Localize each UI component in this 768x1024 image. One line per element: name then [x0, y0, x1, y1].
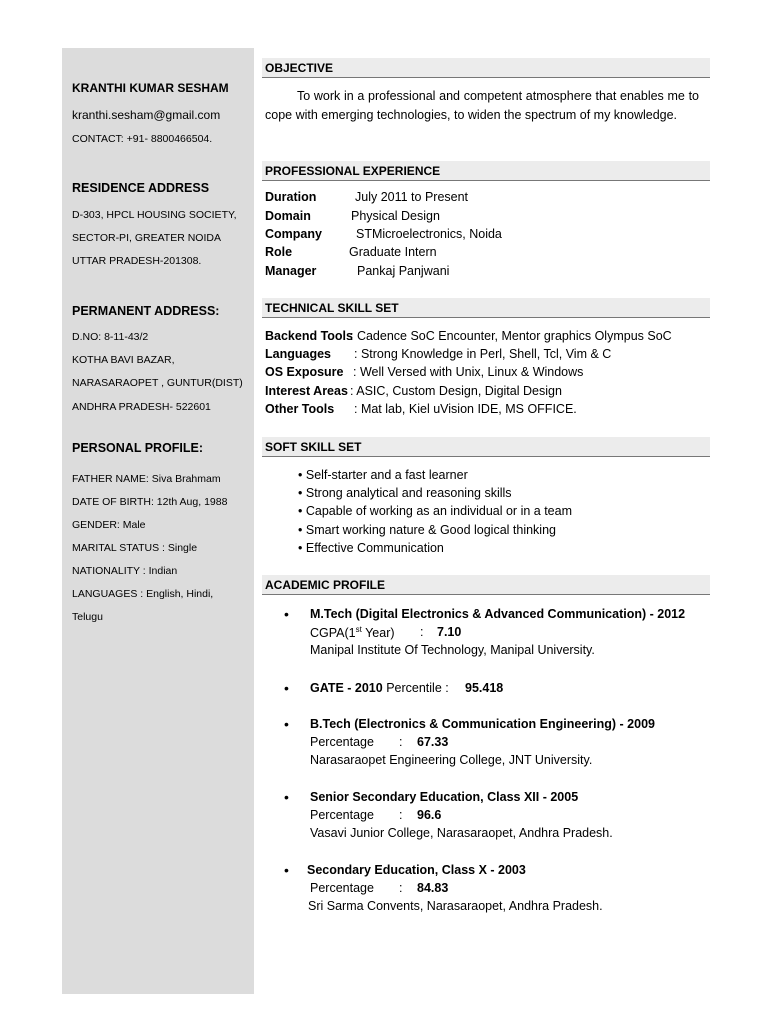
- experience-row: [265, 209, 440, 223]
- academic-heading: ACADEMIC PROFILE: [262, 575, 710, 595]
- technical-row: [265, 329, 672, 343]
- permanent-line: ANDHRA PRADESH- 522601: [72, 401, 211, 413]
- btech-percentage: Percentage : 67.33: [310, 735, 449, 749]
- technical-key: OS Exposure: [265, 365, 344, 379]
- technical-value: : Cadence SoC Encounter, Mentor graphics Olympus SoC: [350, 329, 672, 343]
- bullet-icon: •: [298, 468, 306, 482]
- bullet-icon: •: [284, 789, 289, 805]
- personal-line: Telugu: [72, 611, 103, 623]
- technical-row: [265, 402, 577, 416]
- bullet-icon: •: [284, 606, 289, 622]
- personal-heading: PERSONAL PROFILE:: [72, 441, 204, 455]
- technical-key: Backend Tools: [265, 329, 353, 343]
- experience-row: [265, 227, 502, 241]
- personal-line: MARITAL STATUS : Single: [72, 542, 198, 554]
- permanent-line: D.NO: 8-11-43/2: [72, 331, 149, 343]
- technical-value: : Mat lab, Kiel uVision IDE, MS OFFICE.: [354, 402, 577, 416]
- technical-key: Interest Areas: [265, 384, 348, 398]
- secondary-institute: Sri Sarma Convents, Narasaraopet, Andhra Pradesh.: [308, 899, 603, 913]
- experience-row: [265, 245, 437, 259]
- technical-row: [265, 365, 584, 379]
- experience-row: [265, 264, 450, 278]
- residence-line: UTTAR PRADESH-201308.: [72, 255, 202, 267]
- bullet-icon: •: [298, 523, 306, 537]
- secondary-title: Secondary Education, Class X - 2003: [307, 863, 526, 877]
- residence-line: SECTOR-PI, GREATER NOIDA: [72, 232, 221, 244]
- technical-value: : ASIC, Custom Design, Digital Design: [350, 384, 562, 398]
- technical-key: Languages: [265, 347, 331, 361]
- experience-key: Company: [265, 227, 322, 241]
- mtech-institute: Manipal Institute Of Technology, Manipal University.: [310, 643, 595, 657]
- mtech-cgpa: CGPA(1st Year) : 7.10: [310, 625, 462, 641]
- permanent-heading: PERMANENT ADDRESS:: [72, 304, 220, 318]
- bullet-icon: •: [298, 541, 306, 555]
- soft-skill-item: • Strong analytical and reasoning skills: [298, 486, 512, 500]
- bullet-icon: •: [298, 486, 306, 500]
- mtech-title: M.Tech (Digital Electronics & Advanced Communication) - 2012: [310, 607, 686, 621]
- experience-value: Graduate Intern: [349, 245, 437, 259]
- residence-heading: RESIDENCE ADDRESS: [72, 181, 210, 195]
- secondary-percentage: Percentage : 84.83: [310, 881, 449, 895]
- personal-line: GENDER: Male: [72, 519, 146, 531]
- candidate-name: KRANTHI KUMAR SESHAM: [72, 81, 229, 95]
- experience-key: Role: [265, 245, 293, 259]
- senior-institute: Vasavi Junior College, Narasaraopet, Andhra Pradesh.: [310, 826, 613, 840]
- technical-value: : Strong Knowledge in Perl, Shell, Tcl, Vim & C: [354, 347, 612, 361]
- experience-value: Pankaj Panjwani: [357, 264, 450, 278]
- senior-percentage: Percentage : 96.6: [310, 808, 442, 822]
- btech-title: B.Tech (Electronics & Communication Engineering) - 2009: [310, 717, 655, 731]
- experience-heading: PROFESSIONAL EXPERIENCE: [262, 161, 710, 181]
- technical-heading: TECHNICAL SKILL SET: [262, 298, 710, 318]
- personal-line: FATHER NAME: Siva Brahmam: [72, 473, 221, 485]
- experience-value: Physical Design: [351, 209, 440, 223]
- residence-line: D-303, HPCL HOUSING SOCIETY,: [72, 209, 237, 221]
- experience-key: Manager: [265, 264, 317, 278]
- sidebar: [62, 48, 254, 994]
- permanent-line: KOTHA BAVI BAZAR,: [72, 354, 175, 366]
- contact-text: CONTACT: +91- 8800466504.: [72, 133, 213, 145]
- personal-line: DATE OF BIRTH: 12th Aug, 1988: [72, 496, 228, 508]
- experience-value: July 2011 to Present: [355, 190, 469, 204]
- soft-skill-item: • Smart working nature & Good logical thinking: [298, 523, 556, 537]
- technical-row: [265, 384, 562, 398]
- objective-text: To work in a professional and competent atmosphere that enables me to cope with emerging technologies, to widen the spectrum of my knowledge.: [265, 89, 699, 122]
- objective-heading: OBJECTIVE: [262, 58, 710, 78]
- soft-skill-item: • Capable of working as an individual or in a team: [298, 504, 572, 518]
- permanent-line: NARASARAOPET , GUNTUR(DIST): [72, 377, 243, 389]
- experience-value: STMicroelectronics, Noida: [356, 227, 502, 241]
- email-text: kranthi.sesham@gmail.com: [72, 108, 221, 122]
- soft-skill-item: • Self-starter and a fast learner: [298, 468, 468, 482]
- experience-key: Duration: [265, 190, 317, 204]
- experience-key: Domain: [265, 209, 311, 223]
- bullet-icon: •: [284, 680, 289, 696]
- personal-line: LANGUAGES : English, Hindi,: [72, 588, 214, 600]
- gate-row: GATE - 2010 Percentile : 95.418: [310, 681, 504, 695]
- technical-key: Other Tools: [265, 402, 335, 416]
- btech-institute: Narasaraopet Engineering College, JNT University.: [310, 753, 593, 767]
- experience-row: [265, 190, 469, 204]
- technical-row: [265, 347, 612, 361]
- senior-title: Senior Secondary Education, Class XII - 2005: [310, 790, 579, 804]
- technical-value: : Well Versed with Unix, Linux & Windows: [353, 365, 584, 379]
- bullet-icon: •: [284, 862, 289, 878]
- soft-heading: SOFT SKILL SET: [262, 437, 710, 457]
- bullet-icon: •: [298, 504, 306, 518]
- soft-skill-item: • Effective Communication: [298, 541, 444, 555]
- bullet-icon: •: [284, 716, 289, 732]
- personal-line: NATIONALITY : Indian: [72, 565, 178, 577]
